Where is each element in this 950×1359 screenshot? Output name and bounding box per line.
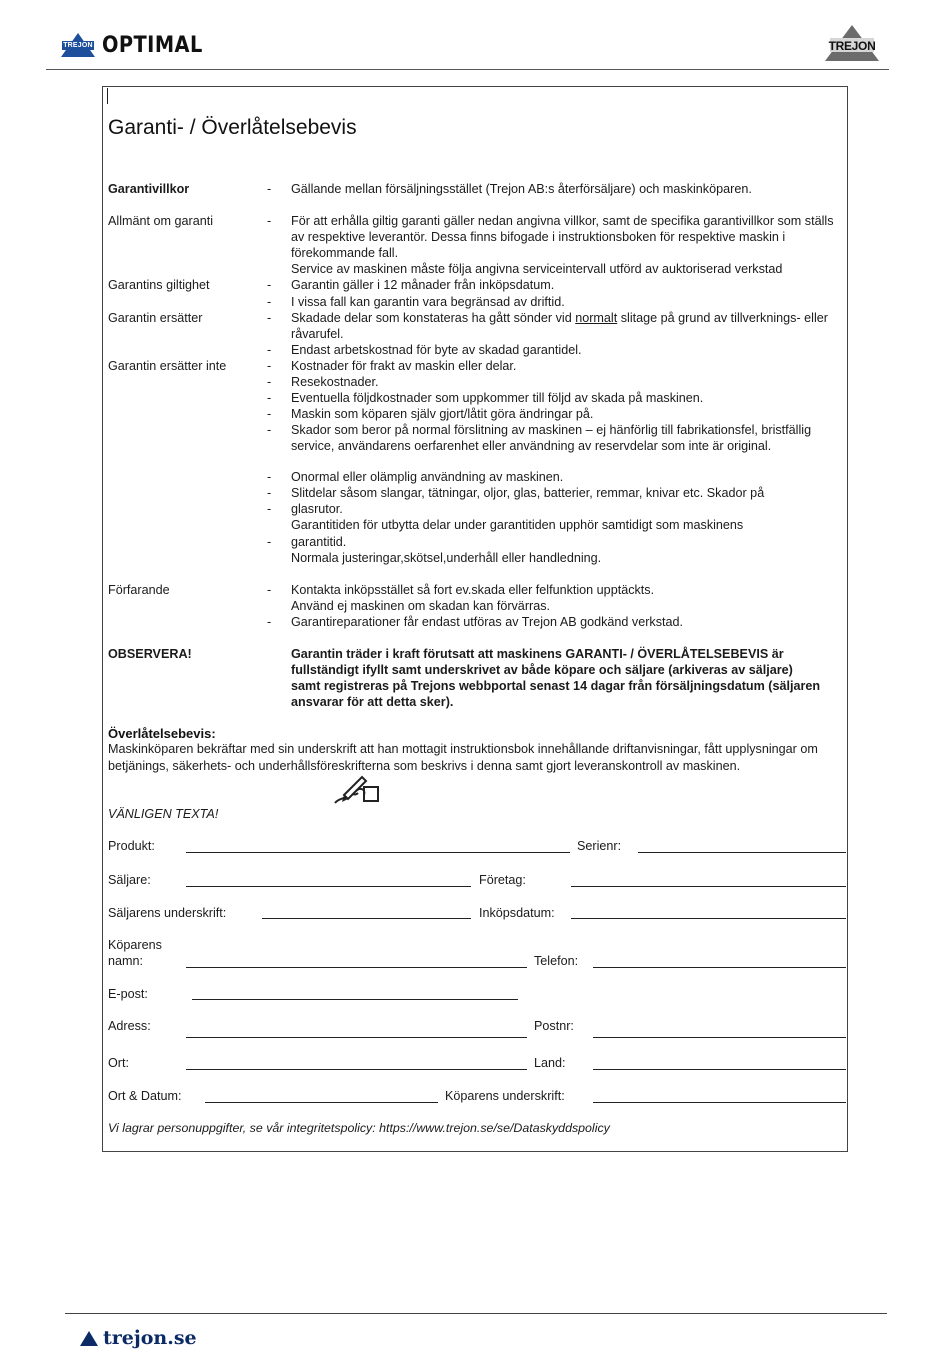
list-item: Eventuella följdkostnader som uppkommer till följd av skada på maskinen. [291,391,704,405]
triangle-logo-icon [79,1330,99,1347]
label-foretag: Företag: [479,873,526,887]
bullet-dash: - [267,423,272,437]
footer-divider [65,1313,887,1314]
heading-overlatelse: Överlåtelsebevis: [108,726,216,741]
field-inkopsdatum[interactable] [571,918,846,919]
privacy-policy-note: Vi lagrar personuppgifter, se vår integritetspolicy: https://www.trejon.se/se/Dataskyddspolicy [108,1121,610,1135]
bullet-dash: - [267,295,272,309]
list-item: garantitid. [291,535,347,549]
bullet-dash: - [267,311,272,325]
bullet-dash: - [267,535,272,549]
list-item: Slitdelar såsom slangar, tätningar, oljor, glas, batterier, remmar, knivar etc. Skador på [291,486,765,500]
field-postnr[interactable] [593,1037,846,1038]
label-serienr: Serienr: [577,839,622,853]
bullet-dash: - [267,375,272,389]
badge-text: TREJON [63,42,93,49]
field-koparens-underskrift[interactable] [593,1102,846,1103]
label-ort: Ort: [108,1056,129,1070]
pen-writing-icon [332,773,382,807]
list-item: Onormal eller olämplig användning av maskinen. [291,470,564,484]
label-postnr: Postnr: [534,1019,574,1033]
bullet-dash: - [267,470,272,484]
optimal-logo [60,30,216,60]
text-forfarande-1b: Använd ej maskinen om skadan kan förvärras. [291,599,551,613]
notice-texta: VÄNLIGEN TEXTA! [108,807,219,821]
header-divider [46,69,889,70]
label-telefon: Telefon: [534,954,579,968]
bullet-dash: - [267,391,272,405]
list-item: Skador som beror på normal förslitning av maskinen – ej hänförlig till fabrikationsfel, bristfällig service, användarens oerfarenhet eller användning av reservdelar som inte är original. [291,423,812,453]
label-produkt: Produkt: [108,839,155,853]
text-ersatter-1-post: slitage på grund av tillverknings- eller råvarufel. [291,311,828,341]
label-forfarande: Förfarande [108,583,170,597]
bullet-dash: - [267,343,272,357]
label-saljarens-underskrift: Säljarens underskrift: [108,906,227,920]
field-ort[interactable] [186,1069,527,1070]
footer-website[interactable]: trejon.se [103,1327,197,1349]
document-title: Garanti- / Överlåtelsebevis [108,116,357,139]
field-koparens-namn[interactable] [186,967,527,968]
text-forfarande-1: Kontakta inköpsstället så fort ev.skada eller felfunktion upptäckts. [291,583,655,597]
text-observera: Garantin träder i kraft förutsatt att maskinens GARANTI- / ÖVERLÅTELSEBEVIS är fullständigt ifyllt samt underskrivet av både köpare och säljare (arkiveras av säljare) samt registreras på Trejons webbportal senast 14 dagar från försäljningsdatum (säljaren ansvarar för att detta sker). [291,647,821,709]
label-allmant: Allmänt om garanti [108,214,213,228]
text-forfarande-2: Garantireparationer får endast utföras av Trejon AB godkänd verkstad. [291,615,684,629]
field-saljare[interactable] [186,886,471,887]
text-ersatter-1-pre: Skadade delar som konstateras ha gått sönder vid [291,311,576,325]
bullet-dash: - [267,615,272,629]
text-giltighet-1: Garantin gäller i 12 månader från inköpsdatum. [291,278,555,292]
label-inkopsdatum: Inköpsdatum: [479,906,555,920]
label-saljare: Säljare: [108,873,151,887]
field-serienr[interactable] [638,852,846,853]
text-garantivillkor: Gällande mellan försäljningsstället (Trejon AB:s återförsäljare) och maskinköparen. [291,182,752,196]
field-telefon[interactable] [593,967,846,968]
label-namn: namn: [108,954,144,968]
label-garantivillkor: Garantivillkor [108,182,190,196]
field-epost[interactable] [192,999,518,1000]
bullet-dash: - [267,502,272,516]
bullet-dash: - [267,278,272,292]
label-giltighet: Garantins giltighet [108,278,210,292]
text-allmant-service: Service av maskinen måste följa angivna serviceintervall utförd av auktoriserad verkstad [291,262,783,276]
field-land[interactable] [593,1069,846,1070]
label-land: Land: [534,1056,566,1070]
text-overlatelse: Maskinköparen bekräftar med sin underskrift att han mottagit instruktionsbok innehållande driftanvisningar, fått upplysningar om betjänings, säkerhets- och underhållsföreskrifterna som beskrivs i denna samt gjort leveranskontroll av maskinen. [108,742,818,773]
label-koparens-underskrift: Köparens underskrift: [445,1089,565,1103]
text-allmant: För att erhålla giltig garanti gäller nedan angivna villkor, samt de specifika garantivillkor som ställs av respektive leverantör. Dessa finns bifogade i instruktionsboken för respektive maskin i förekommande fall. [291,214,834,260]
brand-name: OPTIMAL [102,32,203,58]
list-item: Kostnader för frakt av maskin eller delar. [291,359,517,373]
label-observera: OBSERVERA! [108,647,192,661]
text-ersatter-1-underlined: normalt [575,311,618,325]
label-adress: Adress: [108,1019,151,1033]
text-cursor [107,88,108,104]
list-item: Garantitiden för utbytta delar under garantitiden upphör samtidigt som maskinens [291,518,744,532]
field-saljarens-underskrift[interactable] [262,918,471,919]
footer-logo [79,1327,197,1349]
text-giltighet-2: I vissa fall kan garantin vara begränsad av driftid. [291,295,565,309]
trejon-logo [824,24,880,62]
field-foretag[interactable] [571,886,846,887]
bullet-dash: - [267,486,272,500]
field-produkt[interactable] [186,852,570,853]
label-epost: E-post: [108,987,148,1001]
field-adress[interactable] [186,1037,527,1038]
bullet-dash: - [267,182,272,196]
text-ersatter-1 [291,310,837,342]
field-ort-datum[interactable] [205,1102,438,1103]
label-ersatter: Garantin ersätter [108,311,203,325]
list-item: glasrutor. [291,502,343,516]
bullet-dash: - [267,214,272,228]
bullet-dash: - [267,359,272,373]
trejon-logo-text: TREJON [828,39,876,53]
label-ort-datum: Ort & Datum: [108,1089,182,1103]
label-koparens: Köparens [108,938,162,952]
bullet-dash: - [267,583,272,597]
bullet-dash: - [267,407,272,421]
list-item: Maskin som köparen själv gjort/låtit göra ändringar på. [291,407,594,421]
text-ersatter-2: Endast arbetskostnad för byte av skadad garantidel. [291,343,582,357]
list-item: Normala justeringar,skötsel,underhåll eller handledning. [291,551,602,565]
list-item: Resekostnader. [291,375,379,389]
trejon-badge-icon [60,32,96,58]
label-ersatter-inte: Garantin ersätter inte [108,359,227,373]
